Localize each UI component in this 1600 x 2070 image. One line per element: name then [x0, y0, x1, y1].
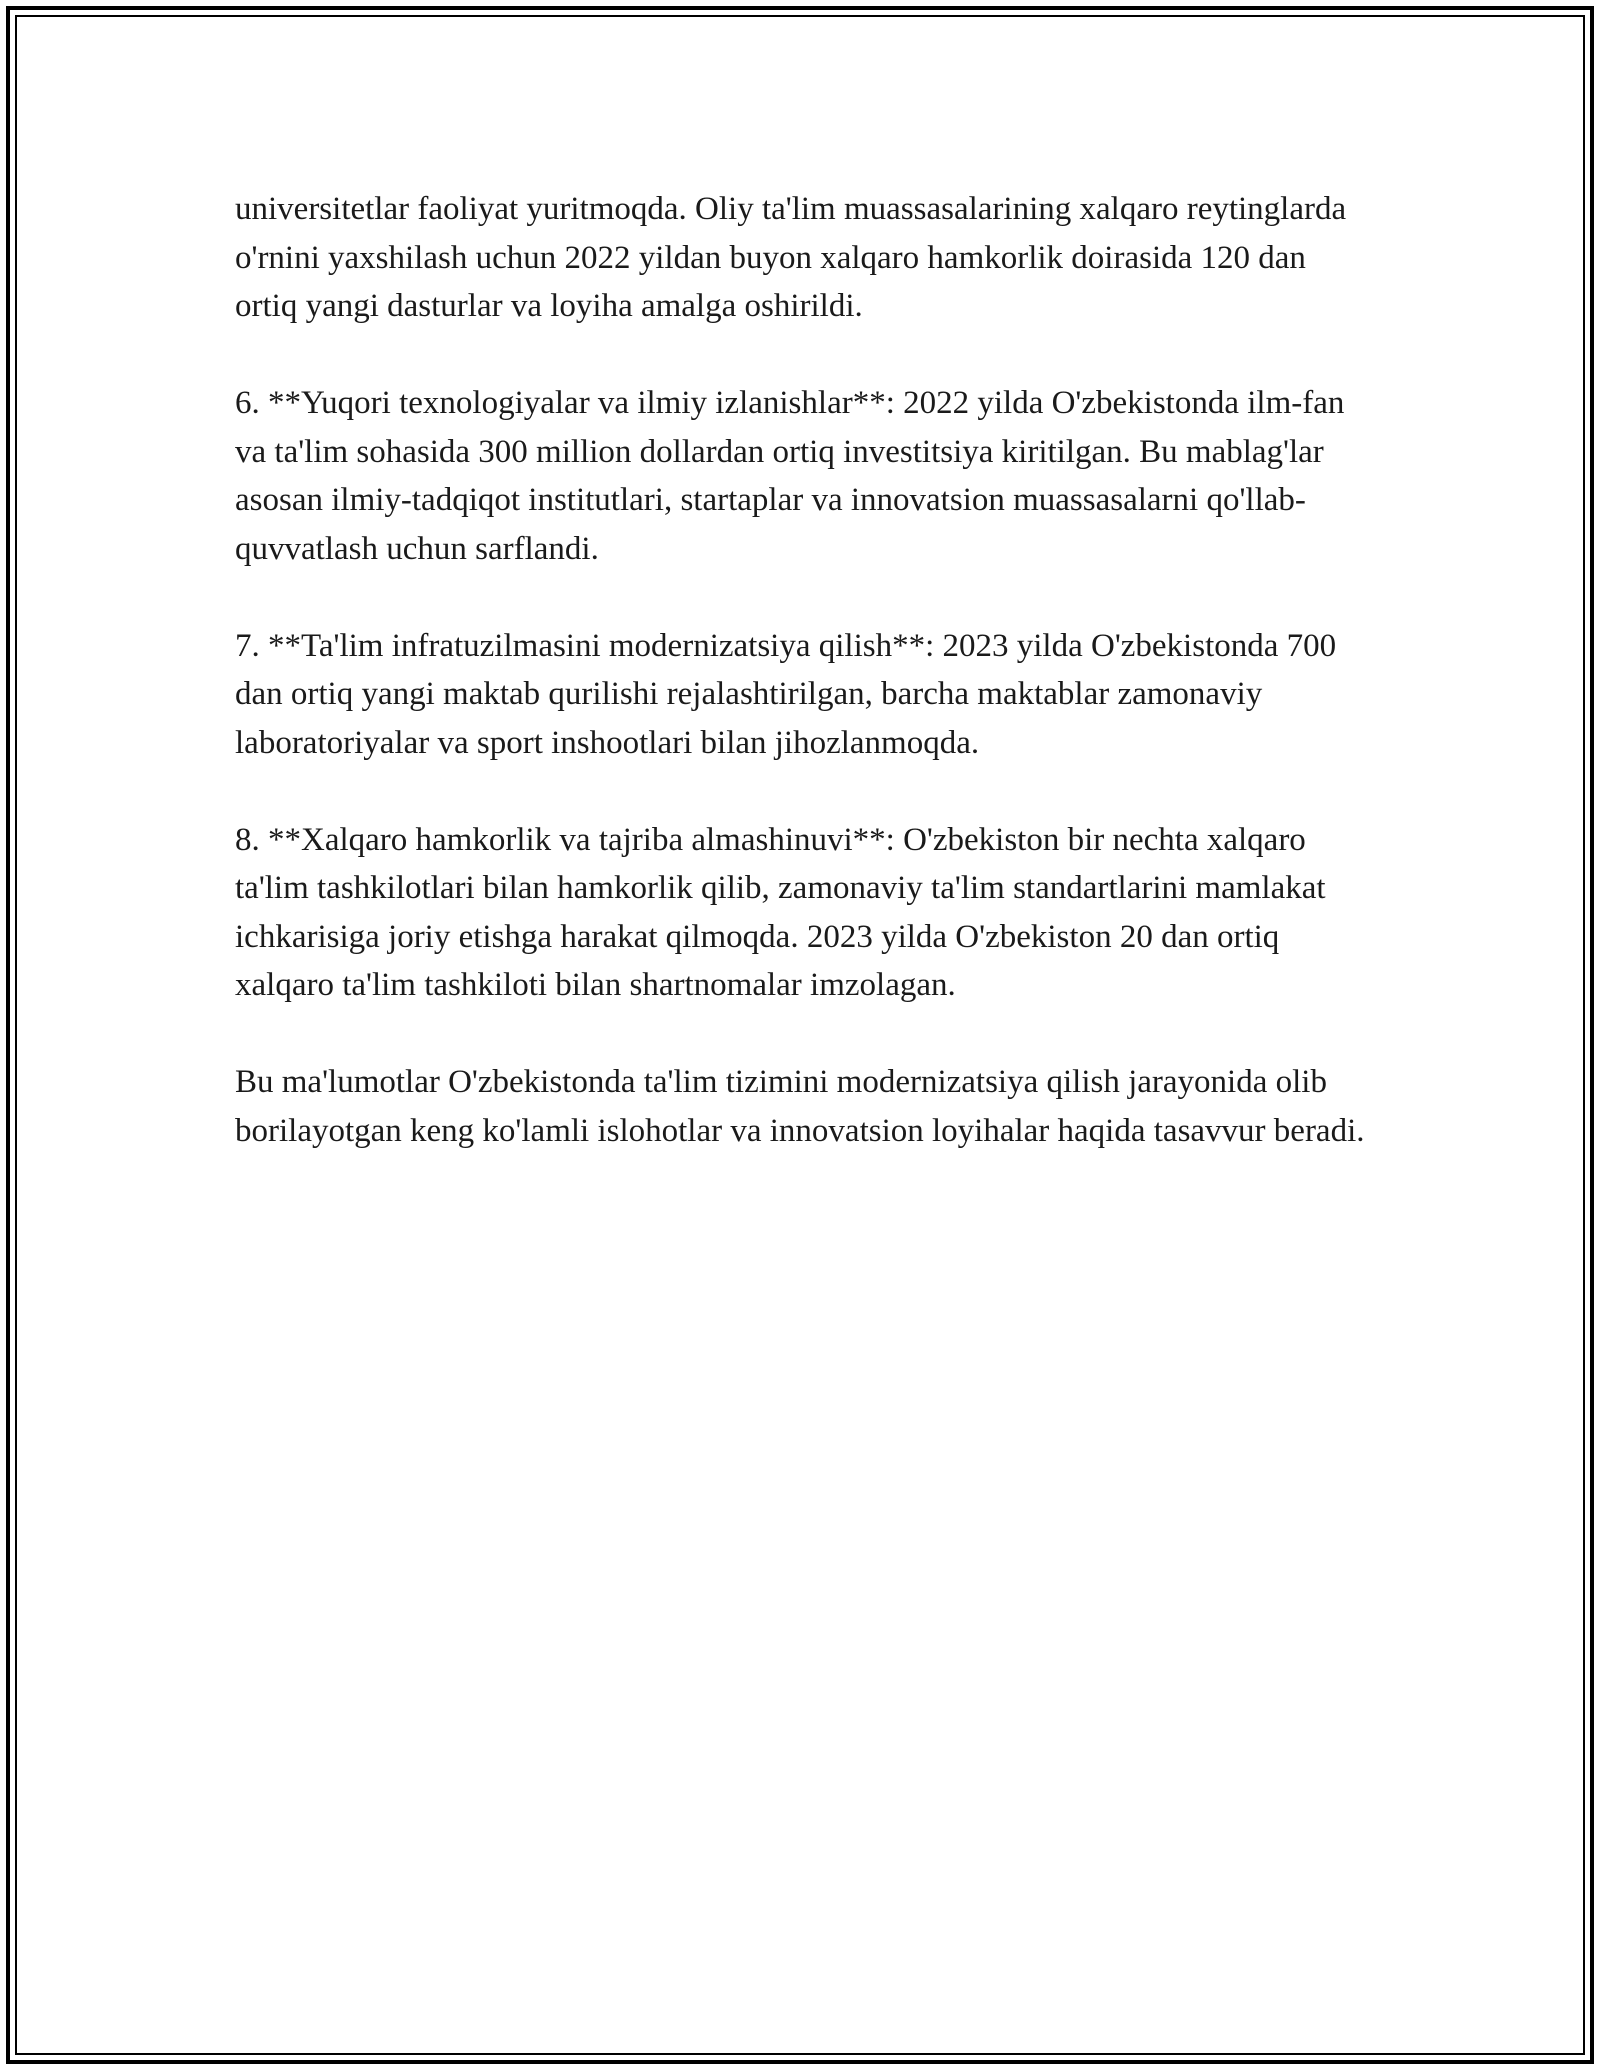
paragraph-item-8: 8. **Xalqaro hamkorlik va tajriba almashinuvi**: O'zbekiston bir nechta xalqaro ta'lim tashkilotlari bilan hamkorlik qilib, zamonaviy ta'lim standartlarini mamlakat ichkarisiga joriy etishga harakat qilmoqda. 2023 yilda O'zbekiston 20 dan ortiq xalqaro ta'lim tashkiloti bilan shartnomalar imzolagan.: [235, 821, 1326, 1003]
paragraph-conclusion: Bu ma'lumotlar O'zbekistonda ta'lim tizimini modernizatsiya qilish jarayonida olib borilayotgan keng ko'lamli islohotlar va innovatsion loyihalar haqida tasavvur beradi.: [235, 1064, 1365, 1149]
document-body: [235, 185, 1375, 1204]
paragraph-item-6: 6. **Yuqori texnologiyalar va ilmiy izlanishlar**: 2022 yilda O'zbekistonda ilm-fan va ta'lim sohasida 300 million dollardan ortiq investitsiya kiritilgan. Bu mablag'lar asosan ilmiy-tadqiqot institutlari, startaplar va innovatsion muassasalarni qo'llab-quvvatlash uchun sarflandi.: [235, 385, 1345, 567]
paragraph-intro: universitetlar faoliyat yuritmoqda. Oliy ta'lim muassasalarining xalqaro reytinglarda o'rnini yaxshilash uchun 2022 yildan buyon xalqaro hamkorlik doirasida 120 dan ortiq yangi dasturlar va loyiha amalga oshirildi.: [235, 191, 1347, 324]
paragraph-item-7: 7. **Ta'lim infratuzilmasini modernizatsiya qilish**: 2023 yilda O'zbekistonda 700 dan ortiq yangi maktab qurilishi rejalashtirilgan, barcha maktablar zamonaviy laboratoriyalar va sport inshootlari bilan jihozlanmoqda.: [235, 627, 1337, 761]
